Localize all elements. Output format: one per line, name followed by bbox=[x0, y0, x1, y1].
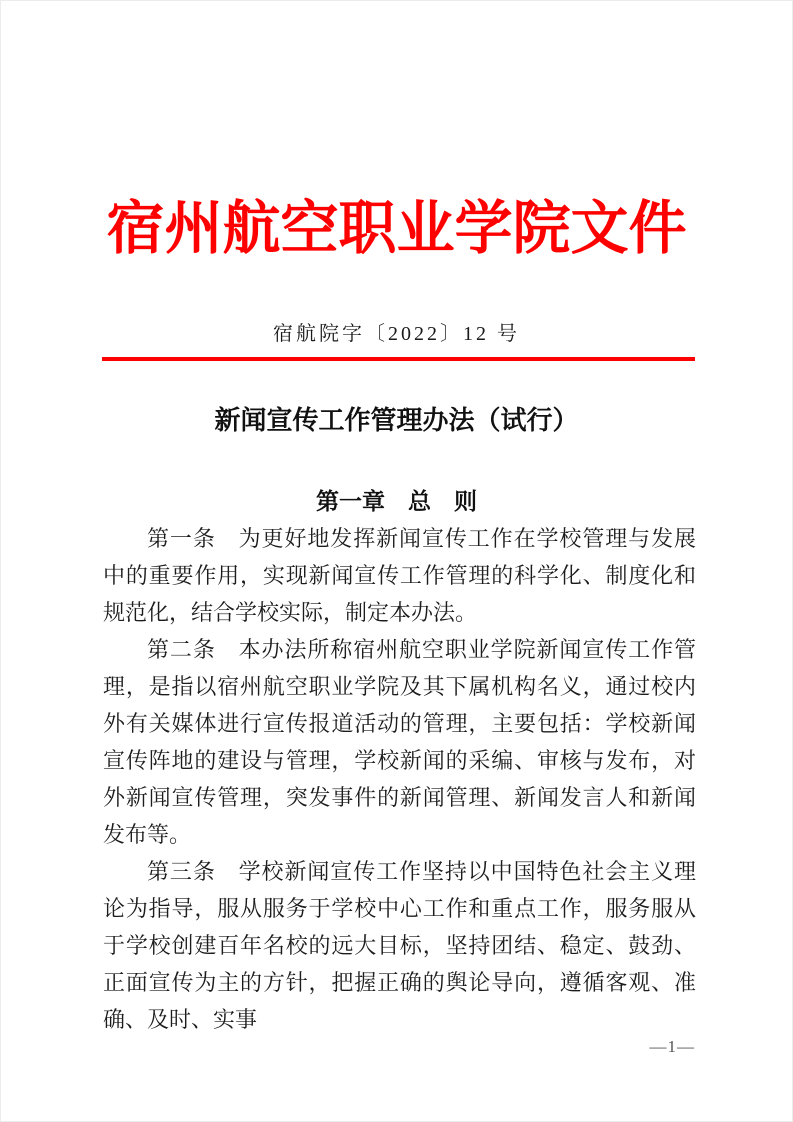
chapter-heading: 第一章 总 则 bbox=[316, 488, 477, 514]
body-paragraph: 第三条 学校新闻宣传工作坚持以中国特色社会主义理论为指导，服从服务于学校中心工作和重点工作，服务服从于学校创建百年名校的远大目标，坚持团结、稳定、鼓劲、正面宣传为主的方针，把握正确的舆论导向，遵循客观、准确、及时、实事 bbox=[103, 859, 696, 1032]
org-title: 宿州航空职业学院文件 bbox=[106, 196, 687, 261]
body-paragraph: 第二条 本办法所称宿州航空职业学院新闻宣传工作管理，是指以宿州航空职业学院及其下属机构名义，通过校内外有关媒体进行宣传报道活动的管理，主要包括：学校新闻宣传阵地的建设与管理，学校新闻的采编、审核与发布，对外新闻宣传管理，突发事件的新闻管理、新闻发言人和新闻发布等。 bbox=[103, 637, 696, 847]
page-number: —1— bbox=[649, 1037, 695, 1056]
doc-number: 宿航院字〔2022〕12 号 bbox=[273, 323, 520, 345]
red-divider-line bbox=[102, 357, 695, 361]
document-body bbox=[103, 520, 696, 1038]
body-paragraph: 第一条 为更好地发挥新闻宣传工作在学校管理与发展中的重要作用，实现新闻宣传工作管理的科学化、制度化和规范化，结合学校实际，制定本办法。 bbox=[103, 526, 696, 625]
document-title: 新闻宣传工作管理办法（试行） bbox=[214, 405, 579, 435]
